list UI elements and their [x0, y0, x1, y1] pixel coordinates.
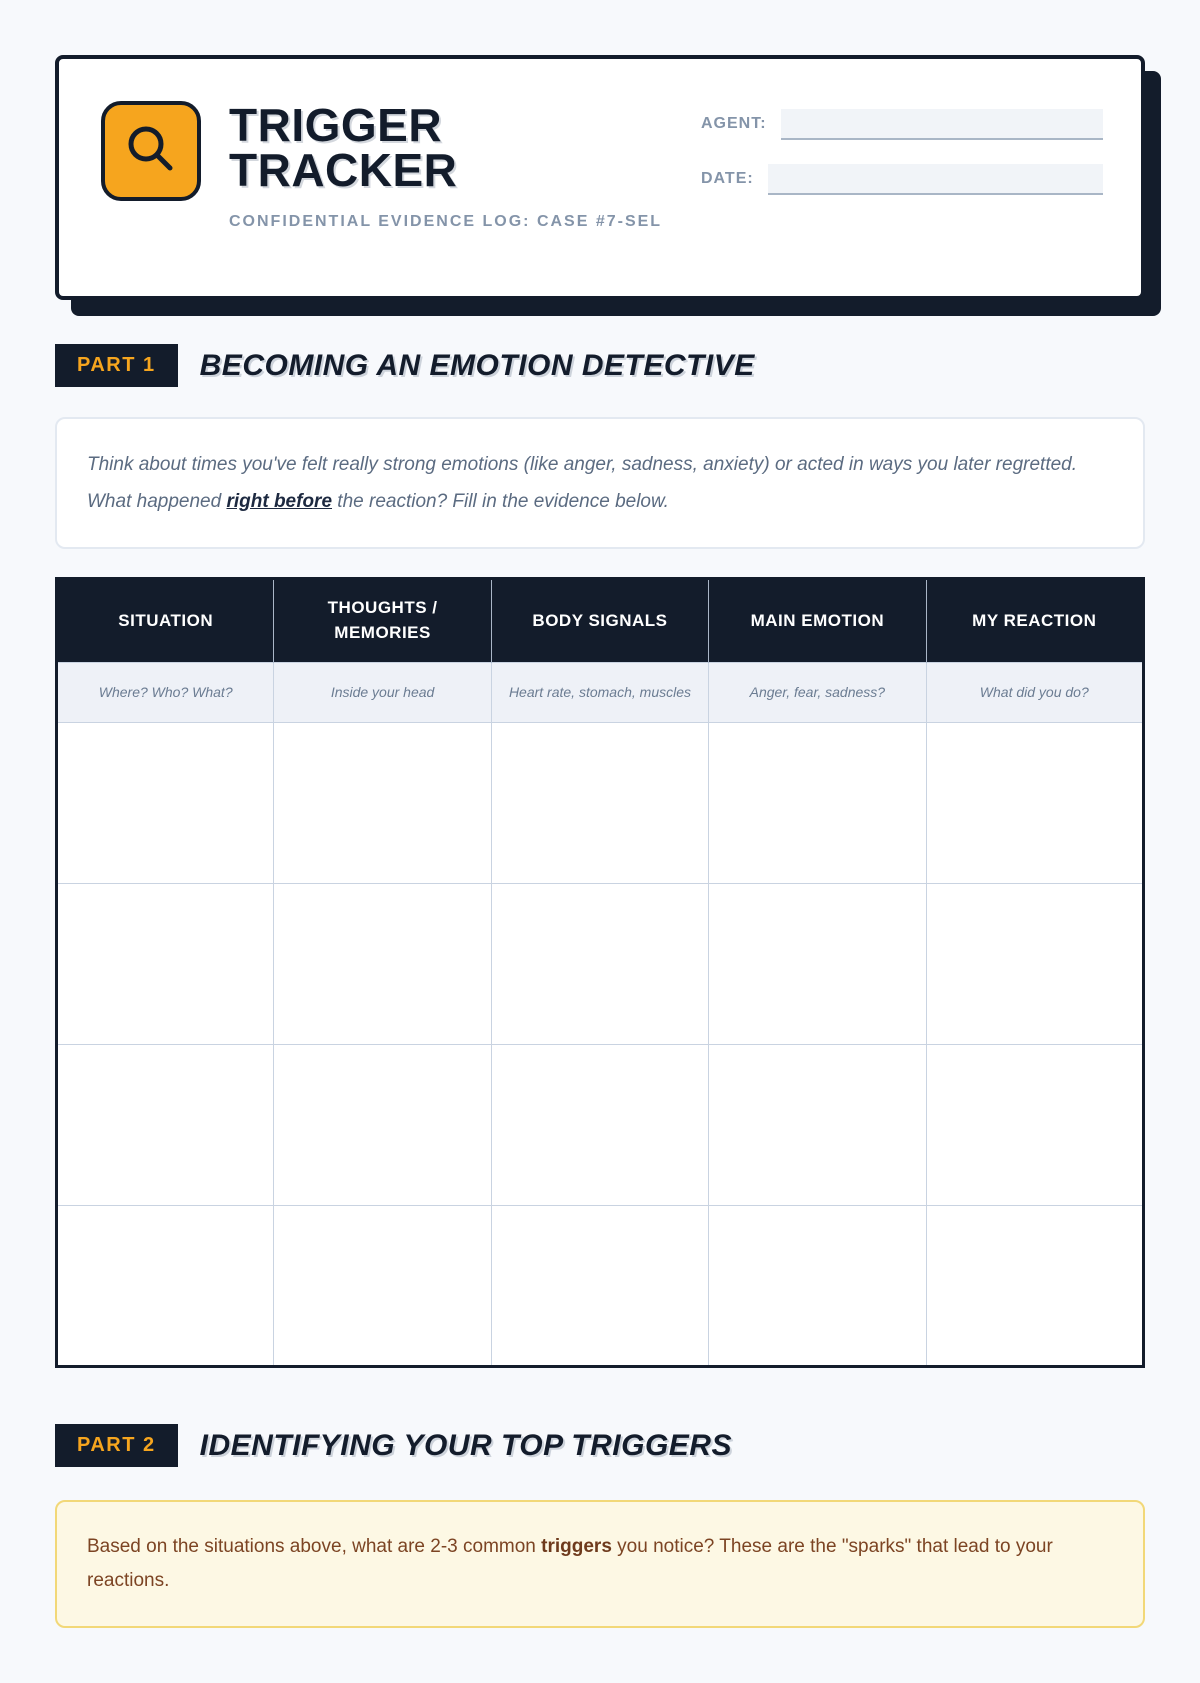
table-hint-row	[57, 663, 1144, 723]
entry-cell[interactable]	[57, 884, 274, 1045]
entry-cell[interactable]	[926, 884, 1143, 1045]
case-fields	[701, 101, 1103, 256]
table-header-row	[57, 579, 1144, 663]
entry-cell[interactable]	[57, 1045, 274, 1206]
entry-cell[interactable]	[491, 1045, 708, 1206]
entry-cell[interactable]	[57, 723, 274, 884]
part2-instructions-suffix: you notice? These are the "sparks" that lead to your reactions.	[87, 1536, 1053, 1592]
table-row	[57, 1206, 1144, 1367]
col-hint-body-signals: Heart rate, stomach, muscles	[491, 663, 708, 723]
part2-instructions	[55, 1500, 1145, 1628]
title-block	[229, 101, 662, 256]
date-input[interactable]	[768, 164, 1103, 195]
part2-instructions-emphasis: triggers	[541, 1536, 612, 1558]
table-row	[57, 884, 1144, 1045]
col-hint-my-reaction: What did you do?	[926, 663, 1143, 723]
date-field-row	[701, 164, 1103, 195]
part2-section-header	[55, 1424, 1145, 1467]
case-subtitle: CONFIDENTIAL EVIDENCE LOG: CASE #7-SEL	[229, 213, 663, 231]
table-row	[57, 1045, 1144, 1206]
col-hint-main-emotion: Anger, fear, sadness?	[709, 663, 926, 723]
entry-cell[interactable]	[709, 723, 926, 884]
evidence-table	[55, 577, 1145, 1368]
agent-input[interactable]	[781, 109, 1103, 140]
entry-cell[interactable]	[926, 723, 1143, 884]
entry-cell[interactable]	[709, 884, 926, 1045]
page-title-line2: TRACKER	[229, 144, 458, 197]
magnifier-icon	[118, 118, 184, 184]
col-header-situation: SITUATION	[57, 579, 274, 663]
header-card	[55, 55, 1145, 300]
entry-cell[interactable]	[274, 723, 491, 884]
entry-cell[interactable]	[709, 1206, 926, 1367]
part1-instructions	[55, 417, 1145, 549]
entry-cell[interactable]	[926, 1045, 1143, 1206]
entry-cell[interactable]	[491, 723, 708, 884]
part2-heading: IDENTIFYING YOUR TOP TRIGGERS	[199, 1428, 732, 1462]
page-title	[229, 99, 662, 197]
part1-instructions-emphasis: right before	[226, 491, 333, 513]
date-label: DATE:	[701, 170, 754, 187]
table-row	[57, 723, 1144, 884]
logo-box	[101, 101, 201, 201]
part2-instructions-text: Based on the situations above, what are 2-3 common	[87, 1536, 542, 1558]
entry-cell[interactable]	[274, 1045, 491, 1206]
part2-badge: PART 2	[55, 1424, 178, 1467]
col-hint-thoughts-memories: Inside your head	[274, 663, 491, 723]
evidence-table-body	[57, 663, 1144, 1367]
entry-cell[interactable]	[491, 1206, 708, 1367]
entry-cell[interactable]	[57, 1206, 274, 1367]
part1-badge: PART 1	[55, 344, 178, 387]
part1-heading: BECOMING AN EMOTION DETECTIVE	[199, 348, 755, 382]
page-title-line1: TRIGGER	[229, 99, 443, 151]
entry-cell[interactable]	[274, 1206, 491, 1367]
agent-field-row	[701, 109, 1103, 140]
col-hint-situation: Where? Who? What?	[57, 663, 274, 723]
entry-cell[interactable]	[274, 884, 491, 1045]
entry-cell[interactable]	[709, 1045, 926, 1206]
entry-cell[interactable]	[926, 1206, 1143, 1367]
brand	[101, 101, 662, 256]
col-header-thoughts-memories: THOUGHTS / MEMORIES	[274, 579, 491, 663]
part1-section-header	[55, 344, 1145, 387]
entry-cell[interactable]	[491, 884, 708, 1045]
col-header-my-reaction: MY REACTION	[926, 579, 1143, 663]
part1-instructions-suffix: the reaction? Fill in the evidence below.	[332, 491, 669, 513]
agent-label: AGENT:	[701, 115, 767, 132]
col-header-body-signals: BODY SIGNALS	[491, 579, 708, 663]
col-header-main-emotion: MAIN EMOTION	[709, 579, 926, 663]
part1-instructions-text: Think about times you've felt really strong emotions (like anger, sadness, anxiety) or acted in ways you later regretted. What happened	[87, 454, 1078, 513]
